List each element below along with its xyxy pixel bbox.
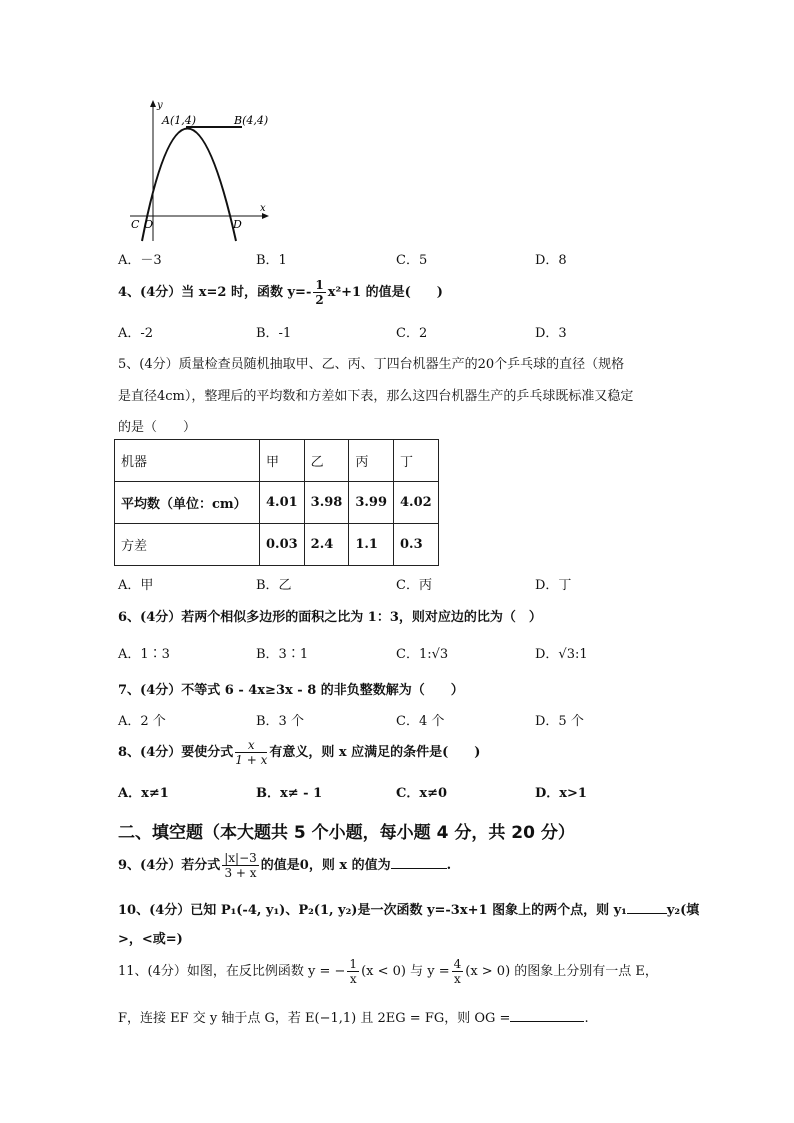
q8-option-d[interactable]: D．x>1 bbox=[535, 786, 587, 801]
table-cell: 2.4 bbox=[304, 524, 349, 566]
q7-option-c[interactable]: C．4 个 bbox=[396, 714, 445, 729]
label-o: O bbox=[144, 218, 154, 231]
q4-option-d[interactable]: D．3 bbox=[535, 326, 567, 341]
q8-fraction bbox=[235, 738, 267, 767]
parabola-graph bbox=[120, 96, 280, 246]
q11-line2-text: F，连接 EF 交 y 轴于点 G，若 E(−1,1) 且 2EG = FG，则 OG = bbox=[118, 1011, 511, 1026]
table-cell: 平均数（单位：cm） bbox=[115, 482, 260, 524]
q4-frac-num: 1 bbox=[315, 278, 324, 292]
q8-suffix: 有意义，则 x 应满足的条件是( ) bbox=[269, 745, 481, 760]
q11-prefix: 11、(4分）如图，在反比例函数 y = − bbox=[118, 964, 346, 979]
q10-text-end: y₂(填 bbox=[666, 903, 700, 918]
q7-option-d[interactable]: D．5 个 bbox=[535, 714, 584, 729]
table-cell: 机器 bbox=[115, 440, 260, 482]
q5-line1: 5、(4分）质量检查员随机抽取甲、乙、丙、丁四台机器生产的20个乒乓球的直径（规格 bbox=[118, 357, 625, 372]
q9-prefix: 9、(4分）若分式 bbox=[118, 858, 221, 873]
q11-frac1-den: x bbox=[349, 972, 357, 986]
table-row-header bbox=[115, 440, 439, 482]
q6-option-a[interactable]: A．1∶3 bbox=[118, 647, 170, 662]
table-cell: 4.01 bbox=[260, 482, 305, 524]
table-row-variance bbox=[115, 524, 439, 566]
table-cell: 甲 bbox=[260, 440, 305, 482]
q5-line2: 是直径4cm），整理后的平均数和方差如下表，那么这四台机器生产的乒乓球既标准又稳定 bbox=[118, 389, 634, 404]
table-cell: 1.1 bbox=[349, 524, 394, 566]
label-a: A(1,4) bbox=[162, 114, 197, 127]
q5-option-a[interactable]: A．甲 bbox=[118, 578, 154, 593]
q4-prefix: 4、(4分）当 x=2 时，函数 y=- bbox=[118, 285, 312, 300]
q8-frac-den: 1 + x bbox=[235, 753, 268, 767]
q9-frac-num: |x|−3 bbox=[224, 851, 257, 865]
q5-option-d[interactable]: D．丁 bbox=[535, 578, 572, 593]
q5-option-c[interactable]: C．丙 bbox=[396, 578, 432, 593]
q5-line3: 的是（ ） bbox=[118, 420, 197, 435]
q3-option-b[interactable]: B．1 bbox=[256, 253, 287, 268]
table-cell: 4.02 bbox=[394, 482, 439, 524]
q11-frac1-num: 1 bbox=[349, 957, 358, 971]
q10-answer-blank[interactable] bbox=[627, 913, 667, 914]
q4-suffix: x²+1 的值是( ) bbox=[327, 285, 443, 300]
q9-end: . bbox=[446, 858, 452, 873]
q11-frac2-den: x bbox=[454, 972, 461, 986]
table-cell: 丙 bbox=[349, 440, 394, 482]
label-c: C bbox=[131, 218, 140, 231]
label-x: x bbox=[260, 203, 266, 214]
q8-option-b[interactable]: B．x≠ - 1 bbox=[256, 786, 323, 801]
q7-option-a[interactable]: A．2 个 bbox=[118, 714, 166, 729]
q9-fraction bbox=[222, 851, 259, 880]
q7-option-b[interactable]: B．3 个 bbox=[256, 714, 304, 729]
q4-fraction bbox=[313, 278, 325, 307]
q4-frac-den: 2 bbox=[315, 293, 324, 307]
q7-stem: 7、(4分）不等式 6 - 4x≥3x - 8 的非负整数解为（ ） bbox=[118, 683, 464, 698]
q11-frac2-num: 4 bbox=[453, 957, 462, 971]
table-row-mean bbox=[115, 482, 439, 524]
q4-option-c[interactable]: C．2 bbox=[396, 326, 428, 341]
parabola-curve bbox=[142, 129, 236, 242]
q6-option-c[interactable]: C．1:√3 bbox=[396, 647, 449, 662]
q5-option-b[interactable]: B．乙 bbox=[256, 578, 292, 593]
table-cell: 0.3 bbox=[394, 524, 439, 566]
q11-mid: (x < 0) 与 y = bbox=[361, 964, 450, 979]
section2-title: 二、填空题（本大题共 5 个小题，每小题 4 分，共 20 分） bbox=[118, 823, 575, 843]
q4-option-a[interactable]: A．-2 bbox=[118, 326, 154, 341]
q5-data-table bbox=[114, 439, 439, 566]
q4-stem bbox=[118, 278, 443, 307]
q9-answer-blank[interactable] bbox=[391, 868, 447, 869]
q3-option-c[interactable]: C．5 bbox=[396, 253, 428, 268]
q6-option-b[interactable]: B．3∶1 bbox=[256, 647, 309, 662]
q6-stem: 6、(4分）若两个相似多边形的面积之比为 1：3，则对应边的比为（ ） bbox=[118, 610, 542, 625]
q10-text: 10、(4分）已知 P₁(-4, y₁)、P₂(1, y₂)是一次函数 y=-3x+1 图象上的两个点，则 y₁ bbox=[118, 903, 627, 918]
q10-line1 bbox=[118, 899, 699, 918]
q8-frac-num: x bbox=[235, 738, 267, 753]
y-axis-arrow bbox=[150, 100, 156, 107]
q11-fraction2 bbox=[452, 957, 464, 986]
q8-option-c[interactable]: C．x≠0 bbox=[396, 786, 448, 801]
q8-prefix: 8、(4分）要使分式 bbox=[118, 745, 234, 760]
q11-line1 bbox=[118, 957, 658, 986]
q11-fraction1 bbox=[347, 957, 359, 986]
label-y: y bbox=[157, 100, 163, 111]
table-cell: 乙 bbox=[304, 440, 349, 482]
table-cell: 0.03 bbox=[260, 524, 305, 566]
label-d: D bbox=[233, 218, 242, 231]
q6-option-d[interactable]: D．√3:1 bbox=[535, 647, 588, 662]
q8-option-a[interactable]: A．x≠1 bbox=[118, 786, 169, 801]
table-cell: 3.99 bbox=[349, 482, 394, 524]
table-cell: 方差 bbox=[115, 524, 260, 566]
table-cell: 3.98 bbox=[304, 482, 349, 524]
q9-stem bbox=[118, 851, 451, 880]
q3-option-a[interactable]: A．－3 bbox=[118, 253, 162, 268]
q11-line2-end: . bbox=[584, 1011, 589, 1026]
table-cell: 丁 bbox=[394, 440, 439, 482]
q3-option-d[interactable]: D．8 bbox=[535, 253, 567, 268]
q4-option-b[interactable]: B．-1 bbox=[256, 326, 292, 341]
q8-stem bbox=[118, 738, 480, 767]
q11-suffix: (x > 0) 的图象上分别有一点 E， bbox=[465, 964, 658, 979]
q9-frac-den: 3 + x bbox=[224, 866, 257, 880]
q10-line2: >，<或=) bbox=[118, 932, 183, 947]
label-b: B(4,4) bbox=[234, 114, 269, 127]
q11-line2 bbox=[118, 1007, 589, 1026]
q9-suffix: 的值是0，则 x 的值为 bbox=[260, 858, 391, 873]
q11-answer-blank[interactable] bbox=[510, 1021, 584, 1022]
